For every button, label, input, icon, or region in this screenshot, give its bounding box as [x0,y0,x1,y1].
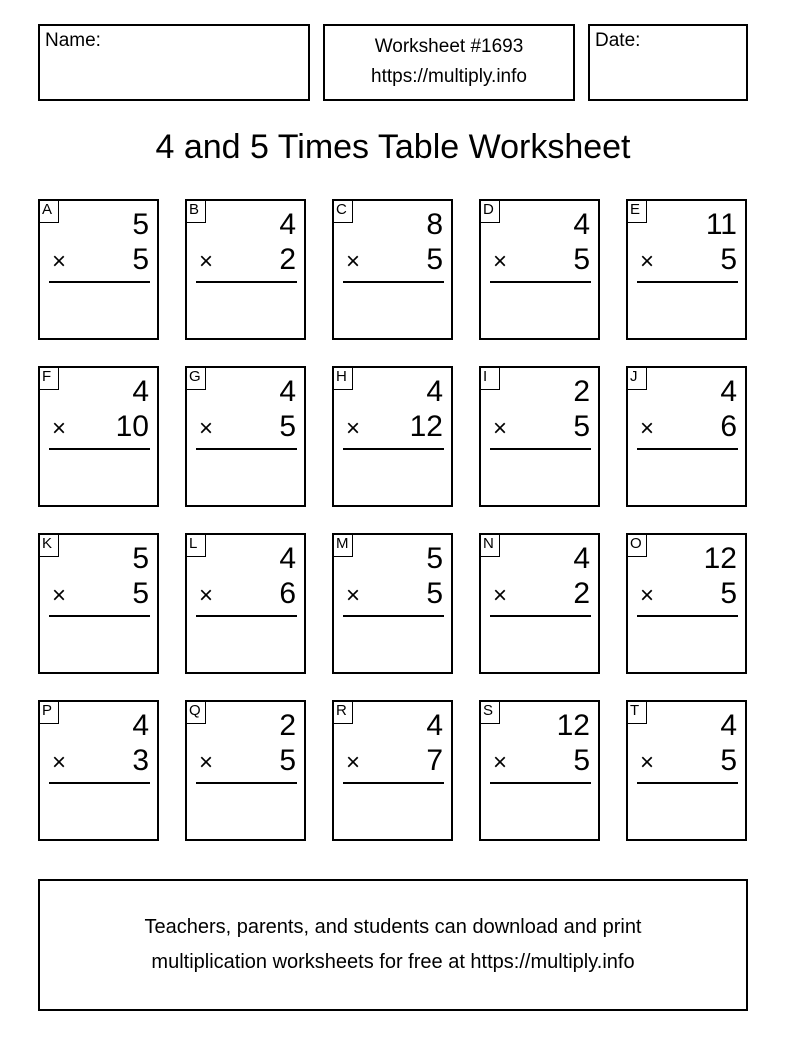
problem-letter: H [332,366,353,390]
answer-line [49,615,150,617]
multiplicand: 4 [426,709,443,742]
problem-letter: T [626,700,647,724]
answer-space[interactable] [46,621,151,666]
problem-letter: F [38,366,59,390]
answer-space[interactable] [46,454,151,499]
times-sign: × [640,415,655,442]
multiplier: 6 [279,577,296,610]
answer-line [490,281,591,283]
name-field[interactable] [38,24,310,101]
multiplier: 12 [409,410,443,443]
multiplicand: 4 [279,208,296,241]
problem-card [332,199,453,340]
problem-letter: S [479,700,500,724]
answer-line [343,782,444,784]
problem-letter: J [626,366,647,390]
times-sign: × [640,749,655,776]
footer-note [38,879,748,1011]
multiplicand: 4 [132,709,149,742]
multiplicand: 5 [132,542,149,575]
problem-letter: O [626,533,647,557]
problem-card [332,533,453,674]
date-label: Date: [595,30,641,51]
answer-line [49,782,150,784]
multiplier: 2 [279,243,296,276]
problem-card [38,533,159,674]
problem-card [332,366,453,507]
times-sign: × [346,749,361,776]
problem-letter: K [38,533,59,557]
problem-letter: L [185,533,206,557]
answer-space[interactable] [193,287,298,332]
multiplicand: 4 [132,375,149,408]
answer-line [49,281,150,283]
multiplicand: 4 [720,375,737,408]
problem-card [479,700,600,841]
answer-space[interactable] [46,788,151,833]
answer-line [343,281,444,283]
problem-card [38,366,159,507]
multiplicand: 4 [426,375,443,408]
multiplicand: 5 [426,542,443,575]
multiplicand: 5 [132,208,149,241]
answer-space[interactable] [46,287,151,332]
answer-space[interactable] [193,621,298,666]
problem-card [626,700,747,841]
multiplicand: 4 [279,542,296,575]
multiplicand: 4 [279,375,296,408]
multiplier: 5 [720,577,737,610]
multiplier: 3 [132,744,149,777]
answer-space[interactable] [487,621,592,666]
times-sign: × [52,248,67,275]
problem-letter: I [479,366,500,390]
answer-space[interactable] [340,454,445,499]
times-sign: × [640,248,655,275]
answer-line [637,782,738,784]
problem-letter: R [332,700,353,724]
problem-card [626,533,747,674]
answer-line [637,615,738,617]
multiplier: 5 [132,577,149,610]
multiplicand: 12 [556,709,590,742]
multiplier: 5 [573,410,590,443]
answer-space[interactable] [634,788,739,833]
answer-space[interactable] [487,287,592,332]
times-sign: × [493,415,508,442]
multiplier: 5 [279,744,296,777]
problem-card [185,700,306,841]
multiplicand: 12 [703,542,737,575]
answer-space[interactable] [193,454,298,499]
problem-card [185,199,306,340]
problem-letter: Q [185,700,206,724]
answer-line [49,448,150,450]
problem-card [626,199,747,340]
times-sign: × [52,582,67,609]
times-sign: × [640,582,655,609]
answer-space[interactable] [634,287,739,332]
answer-space[interactable] [340,788,445,833]
answer-line [490,782,591,784]
problem-card [185,533,306,674]
footer-line-2: multiplication worksheets for free at https://multiply.info [151,951,635,973]
times-sign: × [493,582,508,609]
multiplier: 5 [279,410,296,443]
problem-letter: E [626,199,647,223]
problem-card [38,199,159,340]
multiplier: 5 [426,243,443,276]
multiplicand: 11 [705,208,737,241]
times-sign: × [199,582,214,609]
answer-space[interactable] [634,621,739,666]
answer-line [196,782,297,784]
problem-letter: N [479,533,500,557]
answer-line [490,615,591,617]
problem-letter: D [479,199,500,223]
multiplier: 5 [720,243,737,276]
times-sign: × [199,248,214,275]
problem-letter: G [185,366,206,390]
problem-card [332,700,453,841]
answer-line [490,448,591,450]
worksheet-number: Worksheet #1693 [374,36,524,57]
problem-letter: C [332,199,353,223]
times-sign: × [346,415,361,442]
multiplier: 5 [132,243,149,276]
multiplicand: 8 [426,208,443,241]
problem-card [626,366,747,507]
answer-line [637,281,738,283]
times-sign: × [52,749,67,776]
answer-line [343,448,444,450]
multiplier: 5 [573,243,590,276]
answer-space[interactable] [193,788,298,833]
multiplier: 5 [573,744,590,777]
multiplier: 6 [720,410,737,443]
page-title: 4 and 5 Times Table Worksheet [155,128,631,166]
problem-card [479,533,600,674]
problem-card [479,366,600,507]
times-sign: × [199,749,214,776]
answer-line [196,448,297,450]
worksheet-info [323,24,575,101]
multiplier: 2 [573,577,590,610]
problem-letter: B [185,199,206,223]
times-sign: × [493,749,508,776]
worksheet-url: https://multiply.info [371,66,527,87]
times-sign: × [493,248,508,275]
multiplier: 5 [720,744,737,777]
problem-card [38,700,159,841]
multiplicand: 4 [573,208,590,241]
answer-line [343,615,444,617]
multiplicand: 2 [279,709,296,742]
name-label: Name: [45,30,101,51]
answer-line [196,281,297,283]
times-sign: × [199,415,214,442]
multiplicand: 4 [720,709,737,742]
answer-space[interactable] [634,454,739,499]
multiplier: 10 [115,410,149,443]
multiplier: 7 [426,744,443,777]
problem-letter: A [38,199,59,223]
problem-card [479,199,600,340]
answer-line [637,448,738,450]
answer-space[interactable] [340,287,445,332]
footer-line-1: Teachers, parents, and students can download and print [144,916,642,938]
answer-space[interactable] [487,454,592,499]
answer-space[interactable] [340,621,445,666]
date-field[interactable] [588,24,748,101]
answer-line [196,615,297,617]
multiplicand: 2 [573,375,590,408]
times-sign: × [346,582,361,609]
problem-card [185,366,306,507]
multiplicand: 4 [573,542,590,575]
multiplier: 5 [426,577,443,610]
problem-letter: P [38,700,59,724]
times-sign: × [52,415,67,442]
answer-space[interactable] [487,788,592,833]
problem-letter: M [332,533,353,557]
times-sign: × [346,248,361,275]
